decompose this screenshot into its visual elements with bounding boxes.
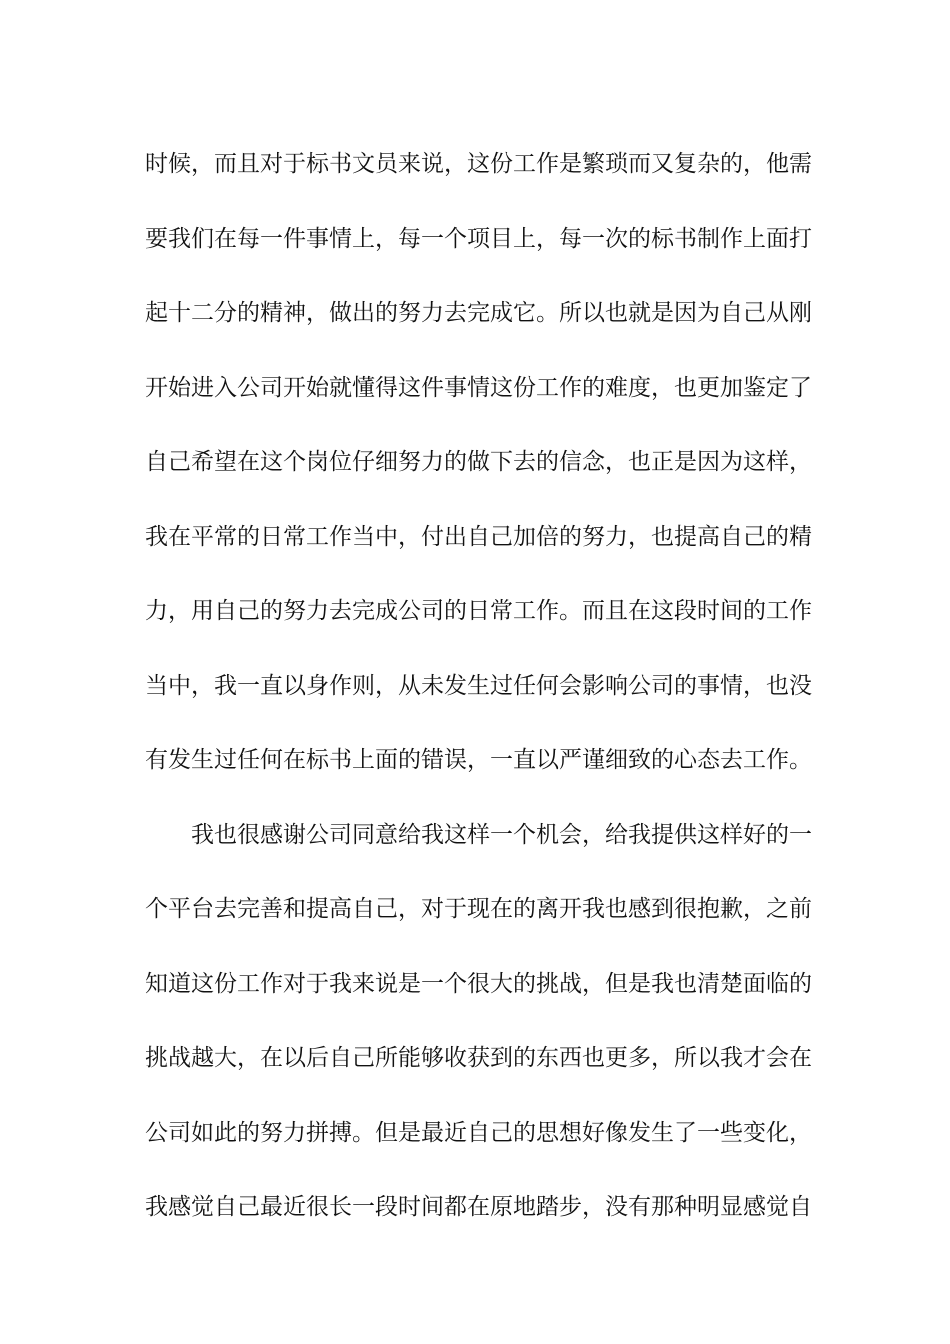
body-text — [145, 127, 810, 1245]
text-line: 有发生过任何在标书上面的错误，一直以严谨细致的心态去工作。 — [145, 747, 812, 773]
text-line: 起十二分的精神，做出的努力去完成它。所以也就是因为自己从刚 — [145, 300, 812, 326]
text-line: 我也很感谢公司同意给我这样一个机会，给我提供这样好的一 — [191, 821, 812, 848]
text-line: 公司如此的努力拼搏。但是最近自己的思想好像发生了一些变化， — [145, 1119, 812, 1146]
text-line: 力，用自己的努力去完成公司的日常工作。而且在这段时间的工作 — [145, 598, 812, 624]
paragraph-2 — [145, 798, 810, 1245]
text-line: 我感觉自己最近很长一段时间都在原地踏步，没有那种明显感觉自 — [145, 1194, 812, 1220]
text-line: 要我们在每一件事情上，每一个项目上，每一次的标书制作上面打 — [145, 225, 812, 252]
text-line: 开始进入公司开始就懂得这件事情这份工作的难度，也更加鉴定了 — [145, 374, 812, 401]
text-line: 知道这份工作对于我来说是一个很大的挑战，但是我也清楚面临的 — [145, 970, 812, 997]
text-line: 时候，而且对于标书文员来说，这份工作是繁琐而又复杂的，他需 — [145, 151, 812, 177]
paragraph-1 — [145, 127, 810, 798]
text-line: 我在平常的日常工作当中，付出自己加倍的努力，也提高自己的精 — [145, 523, 812, 550]
text-line: 个平台去完善和提高自己，对于现在的离开我也感到很抱歉，之前 — [145, 896, 812, 922]
text-line: 挑战越大，在以后自己所能够收获到的东西也更多，所以我才会在 — [145, 1045, 812, 1071]
text-line: 自己希望在这个岗位仔细努力的做下去的信念，也正是因为这样， — [145, 449, 812, 475]
text-line: 当中，我一直以身作则，从未发生过任何会影响公司的事情，也没 — [145, 672, 812, 699]
